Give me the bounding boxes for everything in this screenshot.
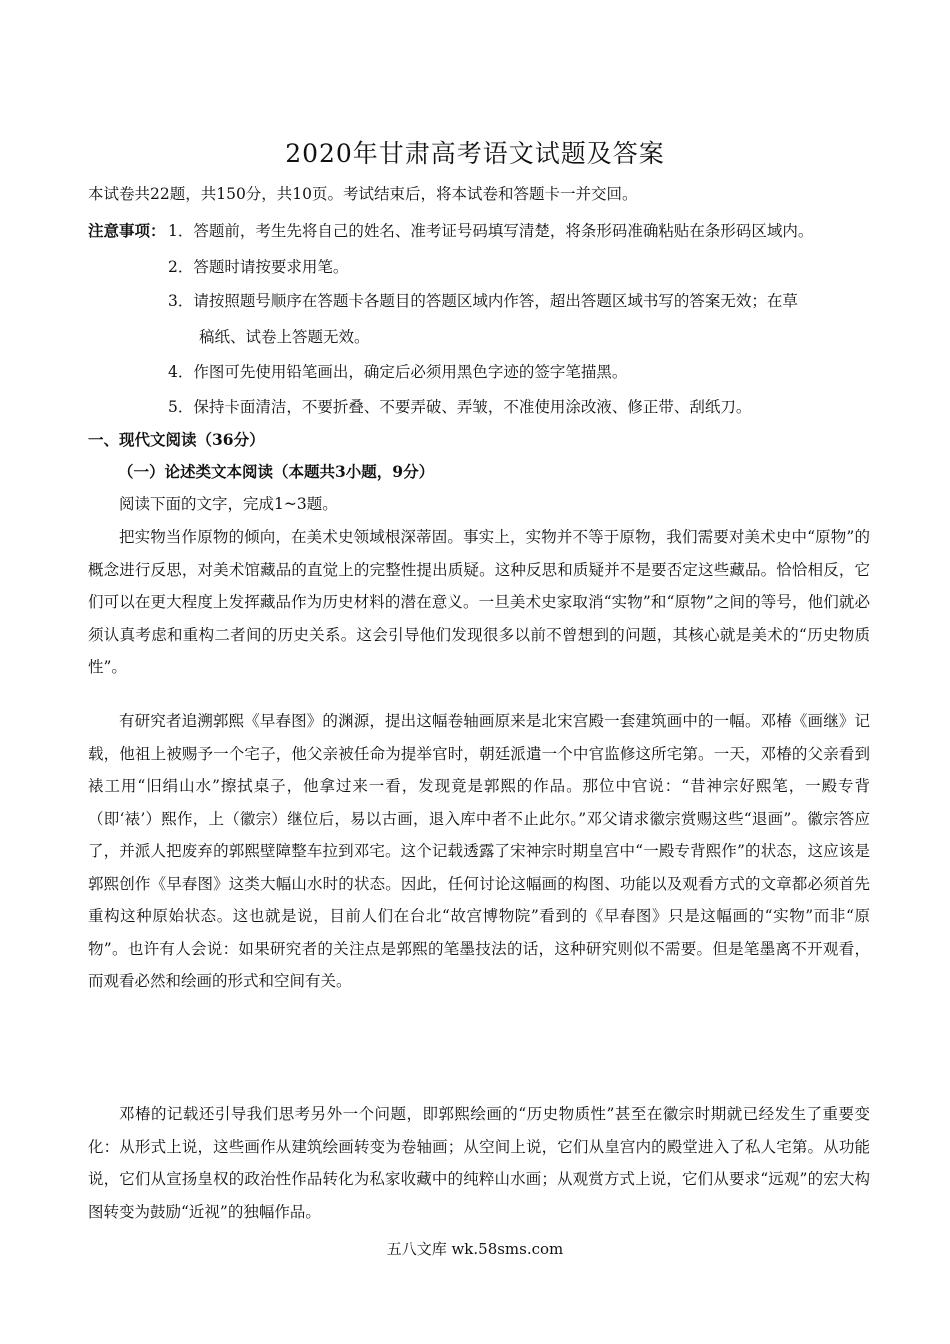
- notice-label: 注意事项：: [88, 221, 166, 240]
- notice-item: 5．保持卡面清洁，不要折叠、不要弄破、弄皱，不准使用涂改液、修正带、刮纸刀。: [168, 398, 752, 416]
- notice-item: 1．答题前，考生先将自己的姓名、准考证号码填写清楚，将条形码准确粘贴在条形码区域内。: [168, 222, 814, 240]
- footer-watermark: 五八文库 wk.58sms.com: [386, 1240, 564, 1258]
- passage-paragraph: 邓椿的记载还引导我们思考另外一个问题，即郭熙绘画的“历史物质性”甚至在徽宗时期就已经发生了重要变化：从形式上说，这些画作从建筑绘画转变为卷轴画；从空间上说，它们从皇宫内的殿堂进入了私人宅第。从功能说，它们从宣扬皇权的政治性作品转化为私家收藏中的纯粹山水画；从观赏方式上说，它们从要求“远观”的宏大构图转变为鼓励“近视”的独幅作品。: [88, 1105, 870, 1221]
- notice-item: 4．作图可先使用铅笔画出，确定后必须用黑色字迹的签字笔描黑。: [168, 363, 628, 381]
- section-heading: 一、现代文阅读（36分）: [88, 430, 265, 449]
- passage-paragraph: 把实物当作原物的倾向，在美术史领域根深蒂固。事实上，实物并不等于原物，我们需要对美术史中“原物”的概念进行反思，对美术馆藏品的直觉上的完整性提出质疑。这种反思和质疑并不是要否定这些藏品。恰恰相反，它们可以在更大程度上发挥藏品作为历史材料的潜在意义。一旦美术史家取消“实物”和“原物”之间的等号，他们就必须认真考虑和重构二者间的历史关系。这会引导他们发现很多以前不曾想到的问题，其核心就是美术的“历史物质性”。: [88, 528, 870, 676]
- document-title: 2020年甘肃高考语文试题及答案: [285, 139, 665, 168]
- exam-intro: 本试卷共22题，共150分，共10页。考试结束后，将本试卷和答题卡一并交回。: [88, 185, 638, 203]
- notice-item: 2．答题时请按要求用笔。: [168, 258, 349, 276]
- passage-paragraph: 有研究者追溯郭熙《早春图》的渊源，提出这幅卷轴画原来是北宋宫殿一套建筑画中的一幅。邓椿《画继》记载，他祖上被赐予一个宅子，他父亲被任命为提举官时，朝廷派遣一个中官监修这所宅第。一天，邓椿的父亲看到裱工用“旧绢山水”擦拭桌子，他拿过来一看，发现竟是郭熙的作品。那位中官说：“昔神宗好熙笔，一殿专背（即‘裱’）熙作，上（徽宗）继位后，易以古画，退入库中者不止此尔。”邓父请求徽宗赏赐这些“退画”。徽宗答应了，并派人把废弃的郭熙壁障整车拉到邓宅。这个记载透露了宋神宗时期皇宫中“一殿专背熙作”的状态，这应该是郭熙创作《早春图》这类大幅山水时的状态。因此，任何讨论这幅画的构图、功能以及观看方式的文章都必须首先重构这种原始状态。这也就是说，目前人们在台北“故宫博物院”看到的《早春图》只是这幅画的“实物”而非“原物”。也许有人会说：如果研究者的关注点是郭熙的笔墨技法的话，这种研究则似不需要。但是笔墨离不开观看，而观看必然和绘画的形式和空间有关。: [88, 712, 870, 990]
- notice-item-continued: 稿纸、试卷上答题无效。: [199, 328, 370, 346]
- reading-instruction: 阅读下面的文字，完成1~3题。: [119, 495, 338, 513]
- subsection-heading: （一）论述类文本阅读（本题共3小题，9分）: [118, 462, 435, 481]
- notice-item: 3．请按照题号顺序在答题卡各题目的答题区域内作答，超出答题区域书写的答案无效；在草: [168, 292, 798, 310]
